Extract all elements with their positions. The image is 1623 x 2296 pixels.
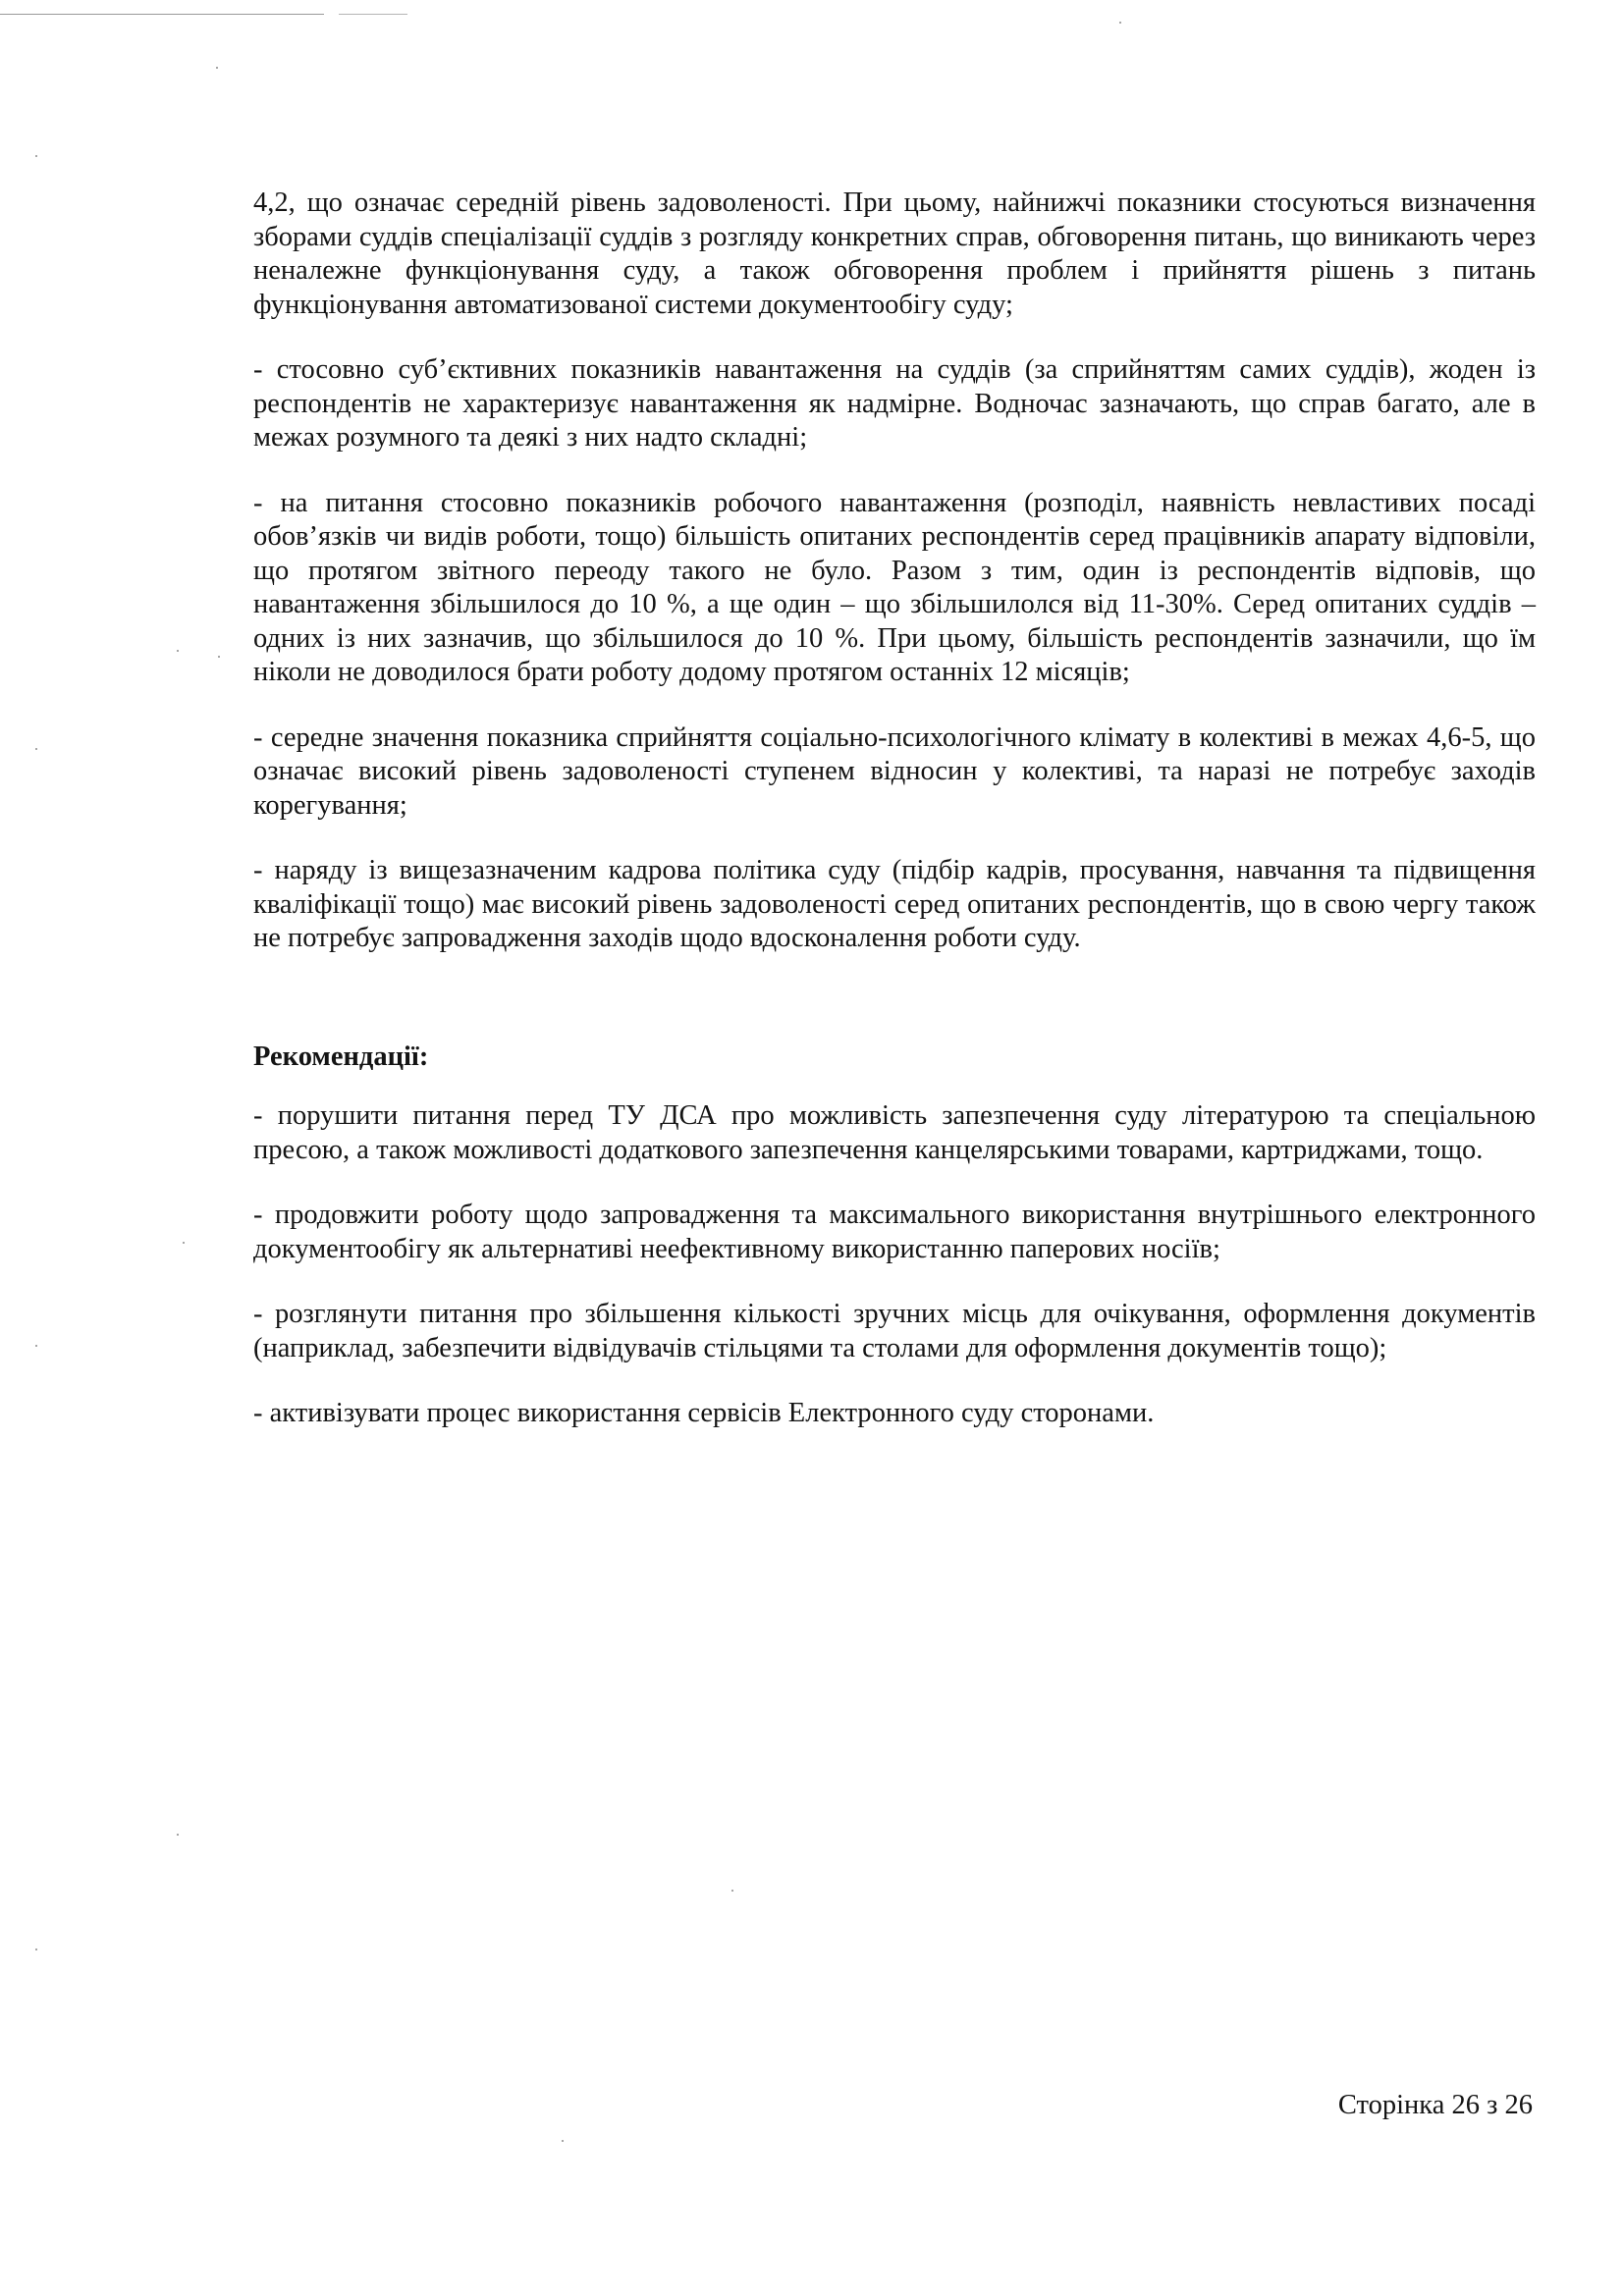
- scan-speck: [177, 650, 179, 652]
- recommendations-heading: Рекомендації:: [253, 1041, 429, 1072]
- paragraph: - на питання стосовно показників робочого навантаження (розподіл, наявність невластивих посаді обов’язків чи видів роботи, тощо) більшість опитаних респондентів серед працівників апарату відповіли, що протягом звітного переоду такого не було. Разом з тим, один із респондентів відповів, що навантаження збільшилося до 10 %, а ще один – що збільшилолся від 11-30%. Серед опитаних суддів – одних із них зазначив, що збільшилося до 10 %. При цьому, більшість респондентів зазначили, що їм ніколи не доводилося брати роботу додому протягом останніх 12 місяців;: [253, 487, 1536, 687]
- scan-speck: [562, 2140, 564, 2142]
- recommendation-item: - активізувати процес використання сервісів Електронного суду сторонами.: [253, 1398, 1155, 1428]
- recommendation-item: - розглянути питання про збільшення кількості зручних місць для очікування, оформлення документів (наприклад, забезпечити відвідувачів стільцями та столами для оформлення документів тощо);: [253, 1299, 1536, 1363]
- page-number: Сторінка 26 з 26: [1337, 2090, 1533, 2120]
- scan-speck: [218, 656, 220, 658]
- scan-speck: [35, 1345, 37, 1347]
- paragraph: 4,2, що означає середній рівень задоволеності. При цьому, найнижчі показники стосуються визначення зборами суддів спеціалізації суддів з розгляду конкретних справ, обговорення питань, що виникають через неналежне функціонування суду, а також обговорення проблем і прийняття рішень з питань функціонування автоматизованої системи документообігу суду;: [253, 187, 1536, 320]
- recommendation-item: - порушити питання перед ТУ ДСА про можливість запезпечення суду літературою та спеціальною пресою, а також можливості додаткового запезпечення канцелярськими товарами, картриджами, тощо.: [253, 1100, 1536, 1165]
- scan-edge-line-short: [339, 14, 407, 15]
- scan-speck: [35, 748, 37, 750]
- scan-speck: [731, 1890, 733, 1892]
- scan-edge-line: [0, 14, 324, 15]
- paragraph: - наряду із вищезазначеним кадрова політика суду (підбір кадрів, просування, навчання та підвищення кваліфікації тощо) має високий рівень задоволеності серед опитаних респондентів, що в свою чергу також не потребує запровадження заходів щодо вдосконалення роботи суду.: [253, 855, 1536, 953]
- document-body: [253, 187, 1536, 1463]
- recommendation-item: - продовжити роботу щодо запровадження та максимального використання внутрішнього електронного документообігу як альтернативі неефективному використанню паперових носіїв;: [253, 1200, 1536, 1264]
- scan-speck: [35, 1949, 37, 1950]
- scan-speck: [183, 1242, 185, 1244]
- paragraph: - середне значення показника сприйняття соціально-психологічного клімату в колективі в межах 4,6-5, що означає високий рівень задоволеності ступенем відносин у колективі, та наразі не потребує заходів корегування;: [253, 721, 1536, 821]
- scan-speck: [177, 1834, 179, 1836]
- scan-speck: [216, 67, 218, 69]
- paragraph: - стосовно суб’єктивних показників навантаження на суддів (за сприйняттям самих суддів), жоден із респондентів не характеризує навантаження як надмірне. Водночас зазначають, що справ багато, але в межах розумного та деякі з них надто складні;: [253, 354, 1536, 453]
- scan-speck: [35, 155, 37, 157]
- scan-speck: [1119, 22, 1121, 24]
